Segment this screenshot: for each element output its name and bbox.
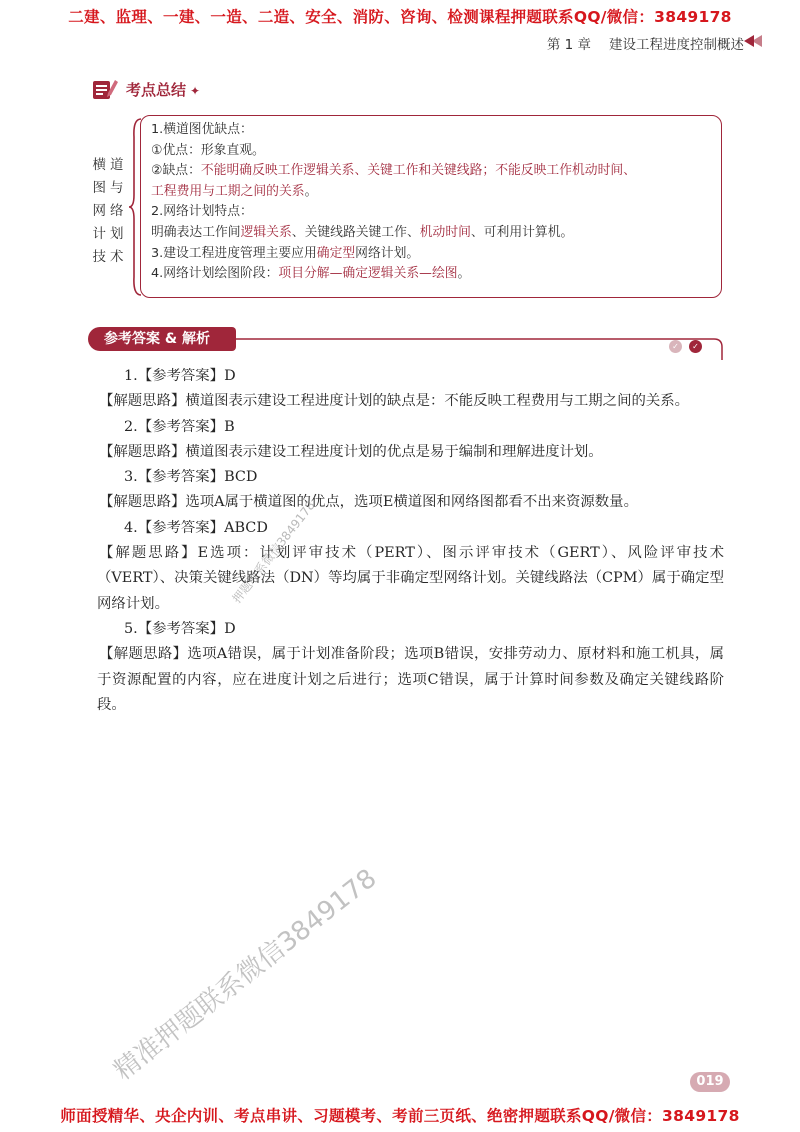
notebook-pencil-icon [92,77,118,101]
answer-section-title: 参考答案 & 解析 [88,327,236,351]
answer-explanation: 【解题思路】E选项：计划评审技术（PERT）、图示评审技术（GERT）、风险评审技术（VERT）、决策关键线路法（DN）等均属于非确定型网络计划。关键线路法（CPM）属于确定型网络计划。 [97,545,724,612]
chapter-title: 建设工程进度控制概述 [609,37,744,53]
answer-key: 2.【参考答案】B [124,418,235,435]
summary-text: 网络计划。 [355,245,420,261]
summary-heading [92,77,200,101]
summary-text: 3.建设工程进度管理主要应用 [151,245,317,261]
top-banner: 二建、监理、一建、一造、二造、安全、消防、咨询、检测课程押题联系QQ/微信：3849178 [68,8,732,26]
summary-line [151,161,711,182]
answer-key: 5.【参考答案】D [124,620,236,637]
answer-explanation: 【解题思路】选项A属于横道图的优点，选项E横道图和网络图都看不出来资源数量。 [99,494,638,511]
summary-highlight: 逻辑关系 [240,224,292,240]
answer-header-bar [88,322,724,360]
answers-list [97,364,724,718]
summary-line [151,202,711,223]
summary-text: 明确表达工作间 [151,224,241,240]
watermark-small: 押题联系微信3849178 [229,498,318,606]
summary-text: 2.网络计划特点： [151,204,253,220]
answer-key: 1.【参考答案】D [124,368,236,384]
bottom-banner: 师面授精华、央企内训、考点串讲、习题模考、考前三页纸、绝密押题联系QQ/微信：3849178 [60,1107,740,1125]
summary-title: 考点总结 [126,80,187,99]
summary-text: 、关键线路关键工作、 [291,224,420,240]
summary-highlight: 机动时间 [419,224,471,240]
summary-line [151,120,711,141]
page-number: 019 [690,1072,730,1092]
summary-line [151,244,711,265]
summary-text: 1.横道图优缺点： [151,122,253,137]
summary-line [151,141,711,162]
summary-highlight: 不能明确反映工作逻辑关系、关键工作和关键线路；不能反映工作机动时间、 [200,163,636,179]
chapter-label: 第 1 章 [546,37,591,53]
summary-highlight: 工程费用与工期之间的关系 [151,183,305,199]
summary-text: ①优点：形象直观。 [151,142,265,158]
answer-key: 4.【参考答案】ABCD [124,519,268,536]
summary-line [151,264,711,285]
answer-key: 3.【参考答案】BCD [124,469,258,486]
summary-box [140,115,722,298]
summary-line [151,223,711,244]
summary-highlight: 项目分解—确定逻辑关系—绘图 [278,266,458,282]
watermark-big: 精准押题联系微信3849178 [108,863,383,1087]
summary-text: 4.网络计划绘图阶段： [151,266,279,282]
summary-highlight: 确定型 [316,245,356,261]
summary-line [151,182,711,203]
summary-text: 。 [304,183,318,199]
running-head [547,33,744,53]
sparkle-icon: ✦ [190,84,201,98]
double-arrow-left-icon [744,35,764,47]
summary-side-label: 横道图与网络计划技术 [92,157,128,265]
check-dot-icon: ✓ [689,340,702,353]
summary-text: ②缺点： [151,163,201,179]
summary-text: 、可利用计算机。 [470,224,574,240]
answer-explanation: 【解题思路】横道图表示建设工程进度计划的缺点是：不能反映工程费用与工期之间的关系。 [99,393,690,410]
check-dot-icon: ✓ [669,340,682,353]
answer-explanation: 【解题思路】横道图表示建设工程进度计划的优点是易于编制和理解进度计划。 [99,443,603,460]
answer-explanation: 【解题思路】选项A错误，属于计划准备阶段；选项B错误，安排劳动力、原材料和施工机具，属于资源配置的内容，应在进度计划之后进行；选项C错误，属于计算时间参数及确定关键线路阶段。 [97,646,724,713]
summary-text: 。 [457,266,471,282]
